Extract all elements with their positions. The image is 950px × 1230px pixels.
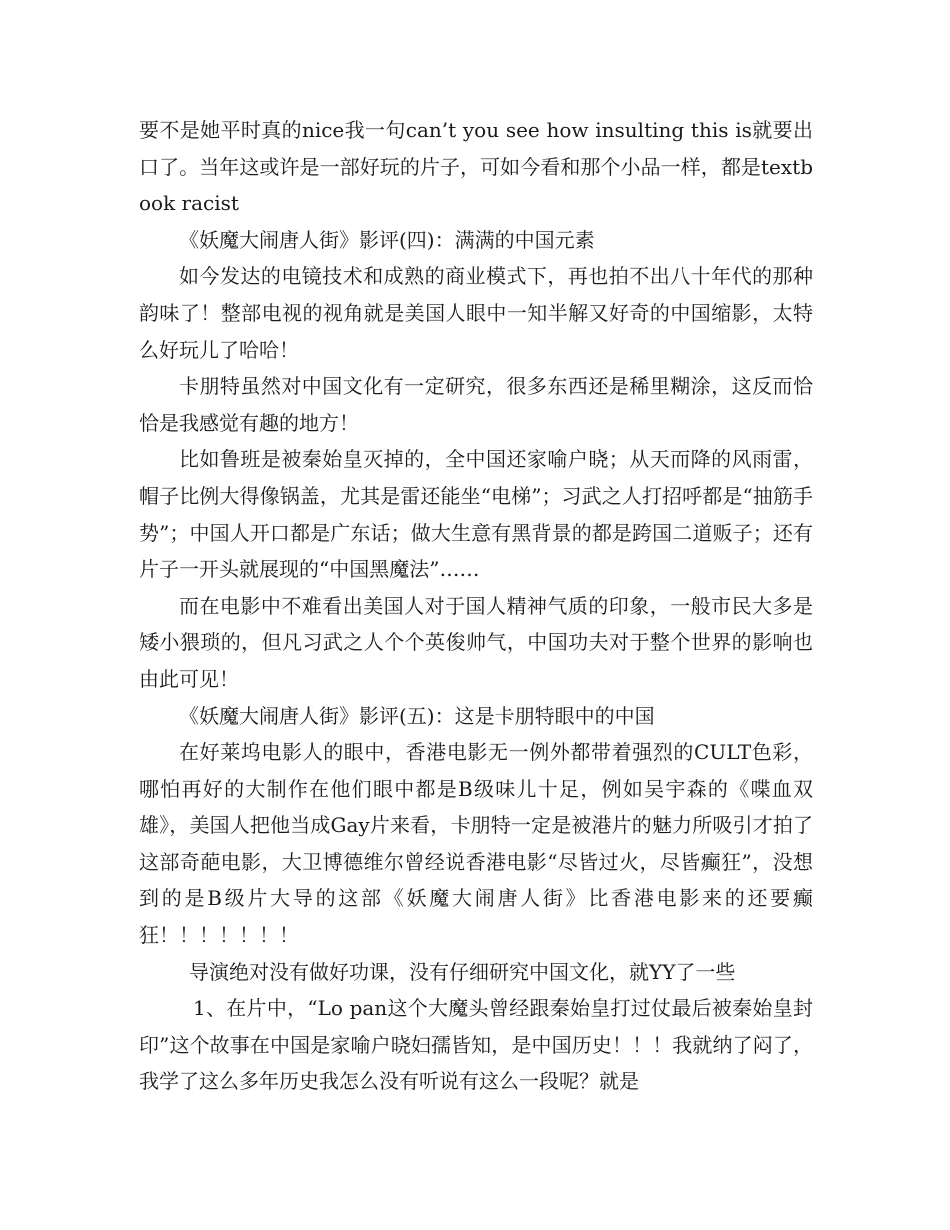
review-heading-5: 《妖魔大闹唐人街》影评(五)：这是卡朋特眼中的中国 [179,703,655,728]
paragraph: 如今发达的电镜技术和成熟的商业模式下，再也拍不出八十年代的那种韵味了！整部电视的视角就是美国人眼中一知半解又好奇的中国缩影，太特么好玩儿了哈哈！ [139,264,813,362]
paragraph-intro: 要不是她平时真的nice我一句can’t you see how insulting this is就要出口了。当年这或许是一部好玩的片子，可如今看和那个小品一样，都是textbook racist [139,118,813,216]
document-page [139,112,813,1100]
review-heading-4: 《妖魔大闹唐人街》影评(四)：满满的中国元素 [179,227,595,252]
paragraph: 导演绝对没有做好功课，没有仔细研究中国文化，就YY了一些 [189,959,736,984]
paragraph: 而在电影中不难看出美国人对于国人精神气质的印象，一般市民大多是矮小猥琐的，但凡习武之人个个英俊帅气，中国功夫对于整个世界的影响也由此可见！ [139,593,813,691]
paragraph: 在好莱坞电影人的眼中，香港电影无一例外都带着强烈的CULT色彩，哪怕再好的大制作在他们眼中都是B级味儿十足，例如吴宇森的《喋血双雄》，美国人把他当成Gay片来看，卡朋特一定是被港片的魅力所吸引才拍了这部奇葩电影，大卫博德维尔曾经说香港电影“尽皆过火，尽皆癫狂”，没想到的是B级片大导的这部《妖魔大闹唐人街》比香港电影来的还要癫狂！！！！！！！ [139,740,813,948]
paragraph: 卡朋特虽然对中国文化有一定研究，很多东西还是稀里糊涂，这反而恰恰是我感觉有趣的地方！ [139,374,813,435]
paragraph: 比如鲁班是被秦始皇灭掉的，全中国还家喻户晓；从天而降的风雨雷，帽子比例大得像锅盖，尤其是雷还能坐“电梯”；习武之人打招呼都是“抽筋手势”；中国人开口都是广东话；做大生意有黑背景的都是跨国二道贩子；还有片子一开头就展现的“中国黑魔法”…… [139,447,813,582]
paragraph-list-item-1: 1、在片中，“Lo pan这个大魔头曾经跟秦始皇打过仗最后被秦始皇封印”这个故事在中国是家喻户晓妇孺皆知，是中国历史！！！我就纳了闷了，我学了这么多年历史我怎么没有听说有这么一段呢？就是 [139,996,813,1094]
